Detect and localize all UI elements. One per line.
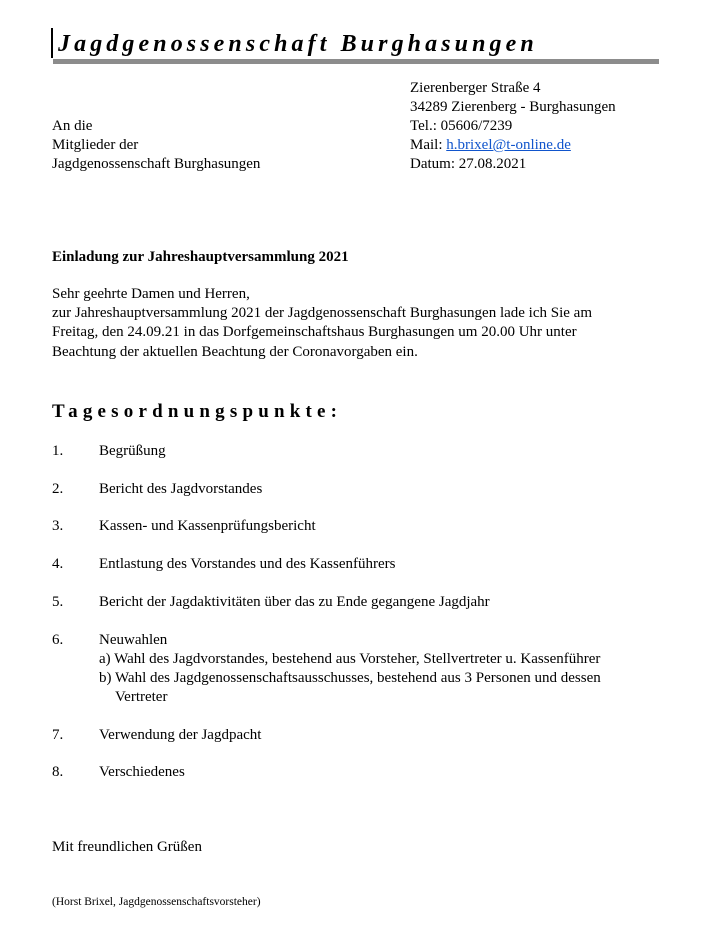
agenda-item-text: Entlastung des Vorstandes und des Kassenführers — [99, 556, 396, 572]
closing-greeting: Mit freundlichen Grüßen — [52, 839, 202, 855]
agenda-item-text: Begrüßung — [99, 443, 166, 459]
agenda-item-number: 2. — [52, 481, 64, 497]
agenda-item-text: Kassen- und Kassenprüfungsbericht — [99, 518, 316, 534]
letter-body — [52, 285, 672, 362]
agenda-sub-item-a: a) Wahl des Jagdvorstandes, bestehend aus Vorsteher, Stellvertreter u. Kassenführer — [99, 651, 601, 667]
letter-subject: Einladung zur Jahreshauptversammlung 2021 — [52, 249, 349, 265]
agenda-item-text: Verschiedenes — [99, 764, 185, 780]
sender-mail — [410, 136, 571, 155]
agenda-item-text: Bericht der Jagdaktivitäten über das zu Ende gegangene Jagdjahr — [99, 594, 490, 610]
agenda-item-number: 3. — [52, 518, 64, 534]
agenda-item-number: 8. — [52, 764, 64, 780]
recipient-line-2: Mitglieder der — [52, 137, 139, 153]
letterhead-rule — [53, 59, 659, 64]
body-line: Freitag, den 24.09.21 in das Dorfgemeinschaftshaus Burghasungen um 20.00 Uhr unter — [52, 324, 577, 341]
agenda-item-text: Bericht des Jagdvorstandes — [99, 481, 263, 497]
sender-mail-link[interactable]: h.brixel@t-online.de — [446, 137, 571, 153]
recipient-line-3: Jagdgenossenschaft Burghasungen — [52, 156, 261, 172]
recipient-line-1: An die — [52, 118, 93, 134]
letterhead-bar — [51, 28, 53, 58]
body-line: Beachtung der aktuellen Beachtung der Coronavorgaben ein. — [52, 343, 418, 360]
sender-street: Zierenberger Straße 4 — [410, 80, 541, 96]
body-line: zur Jahreshauptversammlung 2021 der Jagdgenossenschaft Burghasungen lade ich Sie am — [52, 305, 592, 322]
agenda-item-number: 6. — [52, 632, 64, 648]
agenda-item-text: Neuwahlen — [99, 632, 168, 648]
agenda-heading: Tagesordnungspunkte: — [52, 401, 343, 422]
agenda-item-text: Verwendung der Jagdpacht — [99, 727, 262, 743]
signature-line: (Horst Brixel, Jagdgenossenschaftsvorsteher) — [52, 896, 261, 908]
agenda-item-number: 5. — [52, 594, 64, 610]
letterhead-title: Jagdgenossenschaft Burghasungen — [58, 31, 538, 57]
agenda-sub-item-b-continued: Vertreter — [115, 689, 168, 705]
sender-date: Datum: 27.08.2021 — [410, 156, 527, 172]
agenda-sub-item-b: b) Wahl des Jagdgenossenschaftsausschusses, bestehend aus 3 Personen und dessen — [99, 670, 601, 686]
sender-phone: Tel.: 05606/7239 — [410, 118, 513, 134]
agenda-item-number: 1. — [52, 443, 64, 459]
sender-mail-label: Mail: — [410, 137, 447, 153]
sender-city: 34289 Zierenberg - Burghasungen — [410, 99, 616, 115]
agenda-item-number: 7. — [52, 727, 64, 743]
agenda-item-number: 4. — [52, 556, 64, 572]
salutation: Sehr geehrte Damen und Herren, — [52, 286, 250, 302]
